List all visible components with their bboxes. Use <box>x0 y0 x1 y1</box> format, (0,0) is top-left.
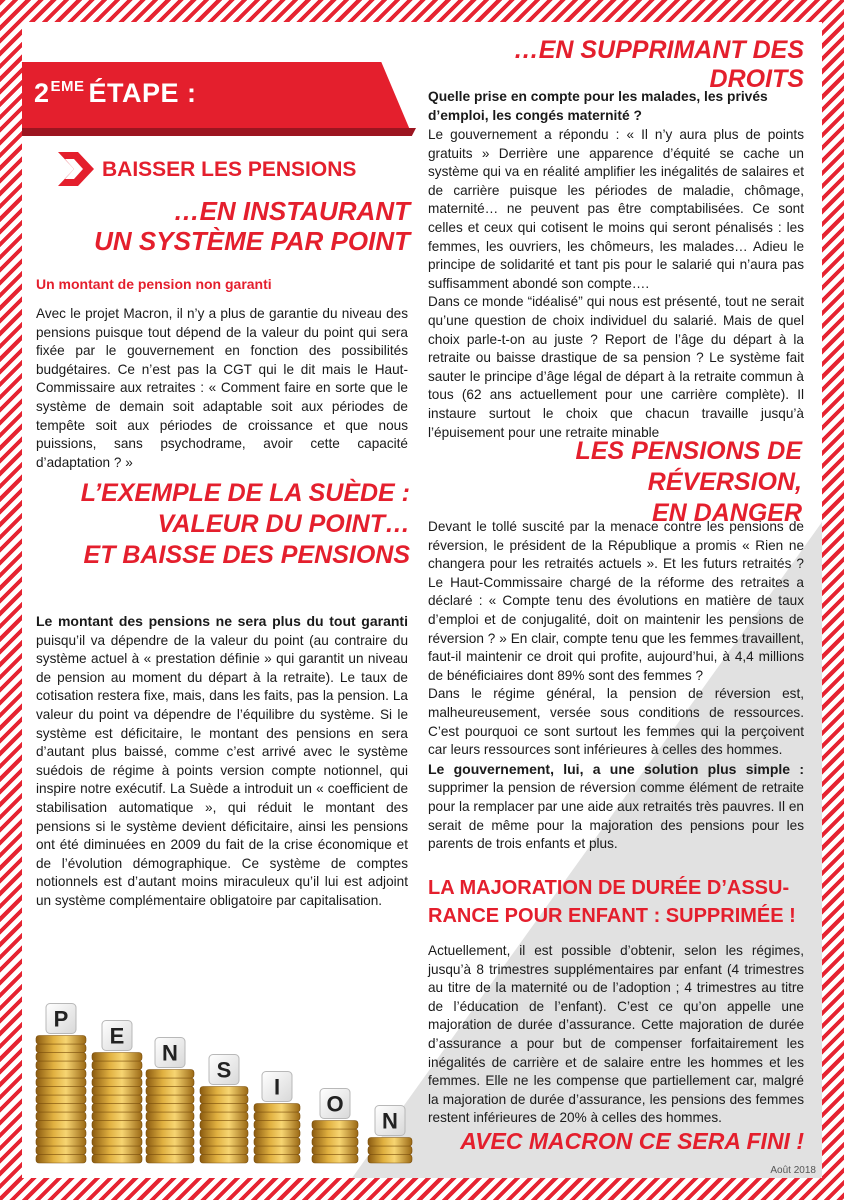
paragraphs-reversion <box>428 518 804 854</box>
coin-stack <box>368 1106 412 1164</box>
paragraph-sweden <box>36 612 408 911</box>
sweden-heading <box>32 478 410 571</box>
paragraph-solution-bold: Le gouvernement, lui, a une solution plus simple : <box>428 760 804 777</box>
step-banner-shadow <box>22 128 416 136</box>
paragraph-promise: Devant le tollé suscité par la menace contre les pensions de réversion, le président de la République a promis « Rien ne changera pour les retraités actuels ». Et les futurs retraités ? Le Haut-Commissaire chargé de la réforme des retraites a déclaré : « Compte tenu des évolutions en matière de taux d’emploi et de conjugalité, doit on maintenir les pensions de réversion ? » En clair, compte tenu que les femmes travaillent, faut-il maintenir ce droit qui profite, aujourd’hui, à 4,4 millions de bénéficiaires dont 89% sont des femmes ? <box>428 519 804 683</box>
cube-letter: S <box>216 1057 232 1083</box>
majoration-heading-line-1: LA MAJORATION DE DURÉE D’ASSU- <box>428 877 790 899</box>
system-subheading <box>32 196 410 256</box>
majoration-heading <box>428 874 808 930</box>
cube-letter: N <box>162 1040 178 1066</box>
step-heading <box>34 78 197 109</box>
step-number: 2 <box>34 78 50 108</box>
coin-stack <box>312 1089 358 1164</box>
rights-heading: …EN SUPPRIMANT DES DROITS <box>513 36 804 93</box>
chevron-right-icon <box>56 150 96 188</box>
coin-stack <box>254 1072 300 1164</box>
cube-letter: N <box>382 1108 398 1134</box>
paragraph-sweden-bold: Le montant des pensions ne sera plus du tout garanti <box>36 613 408 629</box>
paragraph-general-regime: Dans le régime général, la pension de réversion est, malheureusement, versée sous conditions de ressources. C’est pourquoi ce sont surtout les femmes qui la perçoivent car leurs ressources sont inférieures à celles des hommes. <box>428 686 804 758</box>
subheading-line-2: UN SYSTÈME PAR POINT <box>94 226 410 256</box>
reversion-heading-line-1: LES PENSIONS DE RÉVERSION, <box>575 437 802 496</box>
coin-stack <box>92 1021 142 1164</box>
cube-letter: P <box>53 1006 69 1032</box>
paragraph-majoration: Actuellement, il est possible d’obtenir, selon les régimes, jusqu’à 8 trimestres supplémentaires par enfant (4 trimestres au titre de la maternité ou de l’adoption ; 4 trimestres au titre de l’éducation de l’enfant). C’est ce qu’on appelle une majoration de durée d’assurance. Cette majoration de durée d’assurance a pour but de compenser forfaitairement les inégalités de carrière et de salaire entre les hommes et les femmes. Elle ne les compense que partiellement car, malgré la majoration de durée d’assurance, les pensions des femmes restent inférieures de 20% à celles des hommes. <box>428 943 804 1126</box>
paragraph-solution-body: supprimer la pension de réversion comme élément de retraite pour la remplacer par une aide aux retraités très pauvres. Il en serait de même pour la majoration des pensions pour les parents de trois enfants et plus. <box>428 780 804 852</box>
cube-letter: I <box>273 1074 281 1100</box>
step-superscript: EME <box>50 78 85 95</box>
date-footer: Août 2018 <box>770 1165 816 1176</box>
sweden-heading-line-1: L’EXEMPLE DE LA SUÈDE : <box>80 479 410 507</box>
coin-stack <box>146 1038 194 1164</box>
paragraphs-rights <box>428 126 804 442</box>
pension-coins-illustration <box>22 967 422 1167</box>
page <box>22 22 822 1178</box>
closing-slogan: AVEC MACRON CE SERA FINI ! <box>460 1128 804 1154</box>
majoration-heading-line-2: RANCE POUR ENFANT : SUPPRIMÉE ! <box>428 905 796 927</box>
sweden-heading-line-3: ET BAISSE DES PENSIONS <box>83 541 410 569</box>
section-title: BAISSER LES PENSIONS <box>102 158 357 181</box>
coin-stack <box>200 1055 248 1164</box>
paragraph-choice: Dans ce monde “idéalisé” qui nous est présenté, tout ne serait qu’une question de choix individuel du salarié. Mais de quel choix parle-t-on au juste ? Report de l’âge du départ à la retraite ou baisse drastique de sa pension ? Le système fait sauter le principe d’âge légal de départ à la retraite commun à tous (62 ans actuellement pour une carrière complète). Il instaure surtout le choix que chacun travaille jusqu’à l’épuisement pour une retraite minable <box>428 294 804 440</box>
reversion-heading <box>422 436 802 529</box>
coin-stack <box>36 1004 86 1164</box>
reversion-heading-line-2: EN DANGER <box>651 499 802 527</box>
paragraph-sweden-body: puisqu’il va dépendre de la valeur du point (au contraire du système actuel à « prestation définie » qui garantit un niveau de pension au moment du départ à la retraite). Le taux de cotisation restera fixe, mais, dans les faits, pas la pension. La valeur du point va dépendre de l’équilibre du système. Si le système est déficitaire, le montant des pensions en sera d’autant plus baissé, comme c’est arrivé avec le système suédois de régime à points version compte notionnel, qui inspire notre exécutif. La Suède a introduit un « coefficient de stabilisation automatique », qui réduit le montant des pensions si le système devient déficitaire, ainsi les pensions ont été diminuées en 2009 du fait de la crise économique et de l’évolution démographique. Ce système de comptes notionnels est d’autant moins miraculeux qu’il lui est adjoint un système complémentaire obligatoire par capitalisation. <box>36 632 408 908</box>
subheading-line-1: …EN INSTAURANT <box>173 196 410 226</box>
cube-letter: O <box>326 1091 344 1117</box>
paragraph-points: Le gouvernement a répondu : « Il n’y aura plus de points gratuits » Derrière une apparence d’équité se cache un système qui va en réalité amplifier les inégalités de salaires et de carrière puisque les périodes de maladie, chômage, maternité… ne peuvent pas être comptabilisées. Ce sont celles et ceux qui cotisent le moins qui seront pénalisés : les femmes, les ouvriers, les chômeurs, les malades… Adieu le principe de solidarité et tant pis pour le salarié qui n’aura pas suffisamment abondé son compte…. <box>428 127 804 291</box>
paragraph-guarantee: Avec le projet Macron, il n’y a plus de garantie du niveau des pensions puisque tout dépend de la valeur du point qui sera fixée par le gouvernement en fonction des possibilités budgétaires. Ce n’est pas la CGT qui le dit mais le Haut-Commissaire aux retraites : « Comment faire en sorte que le système de demain soit adaptable soit aux périodes de tempête soit aux périodes de croissance et que nous puissions, sans psychodrame, avoir cette capacité d’adaptation ? » <box>36 306 408 470</box>
sweden-heading-line-2: VALEUR DU POINT… <box>157 510 410 538</box>
cube-letter: E <box>109 1023 125 1049</box>
step-label: ÉTAPE : <box>88 78 197 108</box>
question-title: Quelle prise en compte pour les malades, les privés d’emploi, les congés maternité ? <box>428 89 768 123</box>
lead-title: Un montant de pension non garanti <box>36 276 272 292</box>
paragraph-solution <box>428 760 804 854</box>
